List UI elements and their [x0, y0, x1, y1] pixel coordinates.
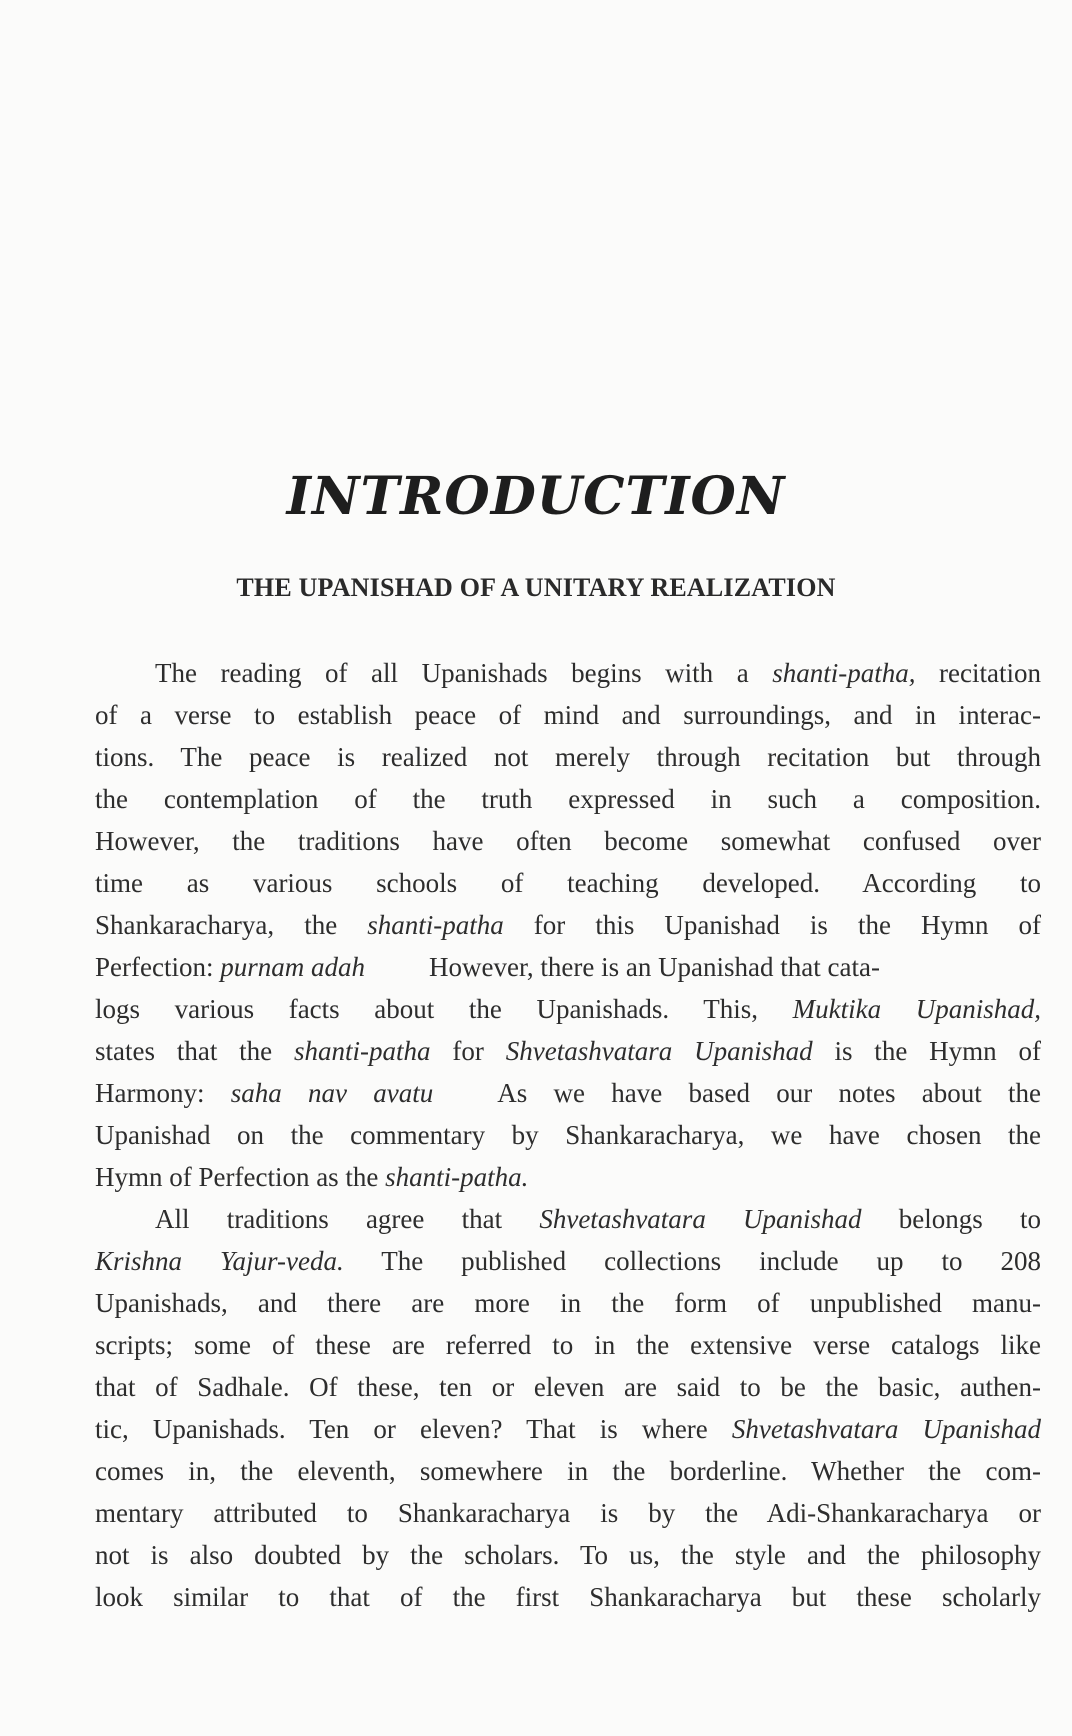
chapter-subtitle: THE UPANISHAD OF A UNITARY REALIZATION — [236, 573, 836, 602]
p1-line-9: logs various facts about the Upanishads. This, Muktika Upanishad, — [95, 994, 1041, 1024]
p1-line-1: The reading of all Upanishads begins with a shanti-patha, recitation — [155, 658, 1041, 688]
p1-line-3: tions. The peace is realized not merely through recitation but through — [95, 742, 1041, 772]
p1-line-12: Upanishad on the commentary by Shankaracharya, we have chosen the — [95, 1120, 1041, 1150]
p1-line-7: Shankaracharya, the shanti-patha for this Upanishad is the Hymn of — [95, 910, 1042, 940]
p1-line-10: states that the shanti-patha for Shvetashvatara Upanishad is the Hymn of — [95, 1036, 1041, 1066]
p1-line-5: However, the traditions have often become somewhat confused over — [95, 826, 1041, 856]
p1-line-4: the contemplation of the truth expressed in such a composition. — [95, 784, 1041, 814]
p2-line-5: that of Sadhale. Of these, ten or eleven are said to be the basic, authen- — [95, 1372, 1041, 1402]
p2-line-7: comes in, the eleventh, somewhere in the borderline. Whether the com- — [95, 1456, 1041, 1486]
p1-line-13: Hymn of Perfection as the shanti-patha. — [95, 1162, 529, 1192]
chapter-title: INTRODUCTION — [286, 466, 786, 527]
p1-line-8: Perfection: purnam adah However, there is an Upanishad that cata- — [95, 952, 880, 982]
p1-line-11: Harmony: saha nav avatu As we have based our notes about the — [95, 1078, 1041, 1108]
p2-line-8: mentary attributed to Shankaracharya is by the Adi-Shankaracharya or — [95, 1498, 1041, 1528]
p2-line-4: scripts; some of these are referred to in the extensive verse catalogs like — [95, 1330, 1041, 1360]
p1-line-6: time as various schools of teaching developed. According to — [95, 868, 1041, 898]
p1-line-2: of a verse to establish peace of mind and surroundings, and in interac- — [95, 700, 1041, 730]
p2-line-1: All traditions agree that Shvetashvatara Upanishad belongs to — [155, 1204, 1042, 1234]
p2-line-6: tic, Upanishads. Ten or eleven? That is where Shvetashvatara Upanishad — [95, 1414, 1041, 1444]
p2-line-10: look similar to that of the first Shankaracharya but these scholarly — [95, 1582, 1041, 1612]
p2-line-3: Upanishads, and there are more in the form of unpublished manu- — [95, 1288, 1041, 1318]
p2-line-2: Krishna Yajur-veda. The published collections include up to 208 — [95, 1246, 1041, 1276]
p2-line-9: not is also doubted by the scholars. To us, the style and the philosophy — [95, 1540, 1041, 1570]
body-text — [95, 652, 1041, 1618]
